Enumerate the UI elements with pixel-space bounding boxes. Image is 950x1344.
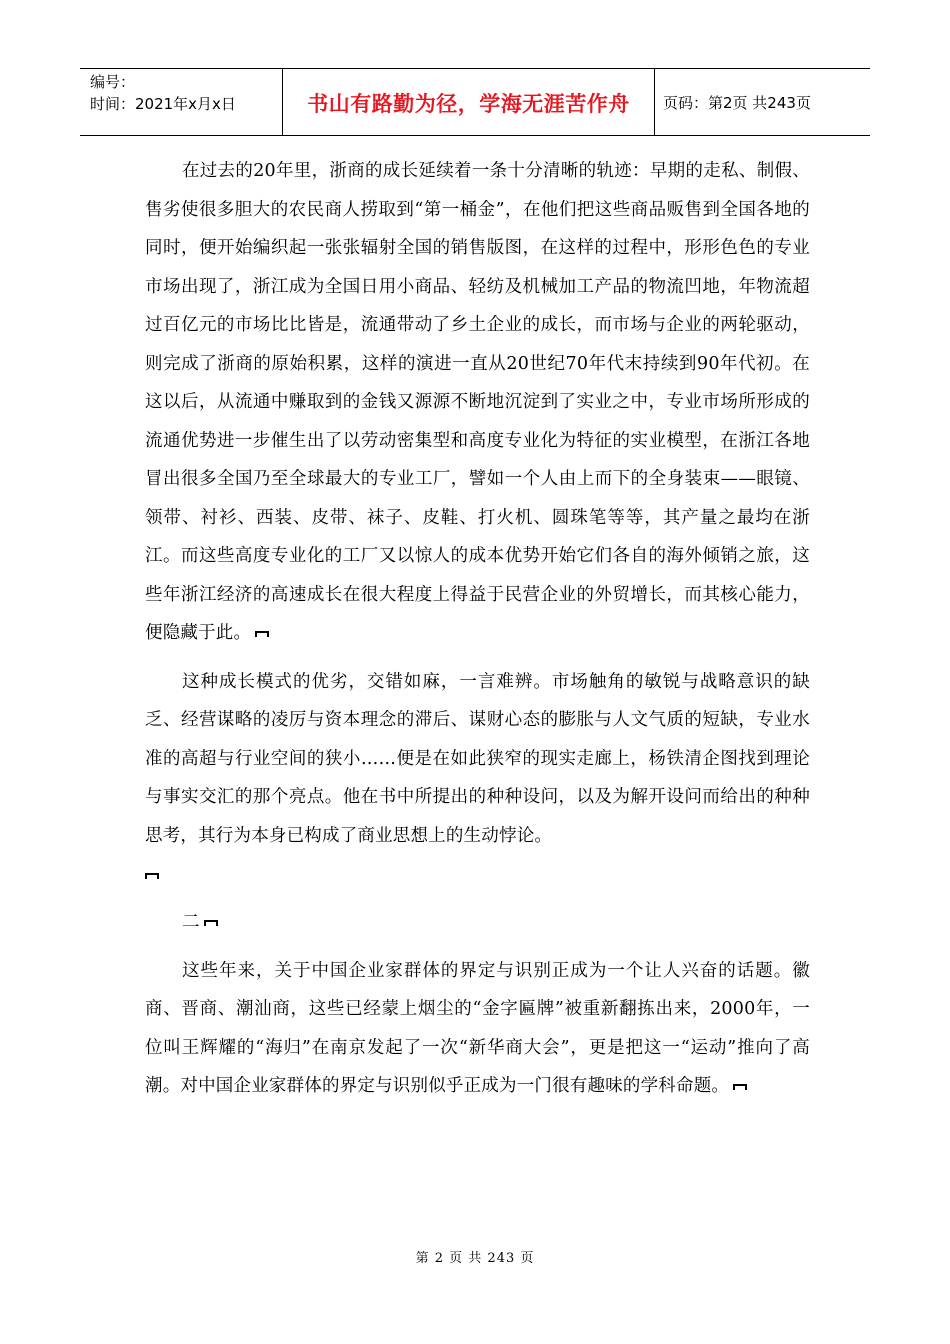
paragraph-mark-icon [255, 631, 269, 637]
section-number-text: 二 [182, 912, 200, 932]
section-number [145, 903, 810, 942]
header-motto: 书山有路勤为径，学海无涯苦作舟 [283, 69, 655, 135]
time-label: 时间：2021年x月x日 [90, 95, 236, 113]
paragraph-text: 在过去的20年里，浙商的成长延续着一条十分清晰的轨迹：早期的走私、制假、售劣使很多胆大的农民商人捞取到“第一桶金”，在他们把这些商品贩售到全国各地的同时，便开始编织起一张张辐射全国的销售版图，在这样的过程中，形形色色的专业市场出现了，浙江成为全国日用小商品、轻纺及机械加工产品的物流凹地，年物流超过百亿元的市场比比皆是，流通带动了乡土企业的成长，而市场与企业的两轮驱动，则完成了浙商的原始积累，这样的演进一直从20世纪70年代末持续到90年代初。在这以后，从流通中赚取到的金钱又源源不断地沉淀到了实业之中，专业市场所形成的流通优势进一步催生出了以劳动密集型和高度专业化为特征的实业模型，在浙江各地冒出很多全国乃至全球最大的专业工厂，譬如一个人由上而下的全身装束——眼镜、领带、衬衫、西装、皮带、袜子、皮鞋、打火机、圆珠笔等等，其产量之最均在浙江。而这些高度专业化的工厂又以惊人的成本优势开始它们各自的海外倾销之旅，这些年浙江经济的高速成长在很大程度上得益于民营企业的外贸增长，而其核心能力，便隐藏于此。 [145, 161, 810, 643]
paragraph-mark-icon [733, 1084, 747, 1090]
paragraph [145, 952, 810, 1106]
document-body [145, 152, 810, 1106]
paragraph-mark-icon [204, 920, 218, 926]
page-header [80, 68, 870, 136]
paragraph [145, 663, 810, 856]
paragraph-mark-line [145, 855, 810, 893]
number-label: 编号： [90, 73, 136, 91]
paragraph-mark-icon [145, 873, 159, 879]
page-footer: 第 2 页 共 243 页 [415, 1251, 535, 1266]
header-page-info: 页码：第2页 共243页 [663, 93, 811, 112]
paragraph-text: 这些年来，关于中国企业家群体的界定与识别正成为一个让人兴奋的话题。徽商、晋商、潮汕商，这些已经蒙上烟尘的“金字匾牌”被重新翻拣出来，2000年，一位叫王辉耀的“海归”在南京发起了一次“新华商大会”，更是把这一“运动”推向了高潮。对中国企业家群体的界定与识别似乎正成为一门很有趣味的学科命题。 [145, 960, 810, 1096]
header-meta [80, 69, 283, 135]
paragraph-text: 这种成长模式的优劣，交错如麻，一言难辨。市场触角的敏锐与战略意识的缺乏、经营谋略的凌厉与资本理念的滞后、谋财心态的膨胀与人文气质的短缺，专业水准的高超与行业空间的狭小……便是在如此狭窄的现实走廊上，杨铁清企图找到理论与事实交汇的那个亮点。他在书中所提出的种种设问，以及为解开设问而给出的种种思考，其行为本身已构成了商业思想上的生动悖论。 [145, 671, 810, 846]
paragraph [145, 152, 810, 653]
